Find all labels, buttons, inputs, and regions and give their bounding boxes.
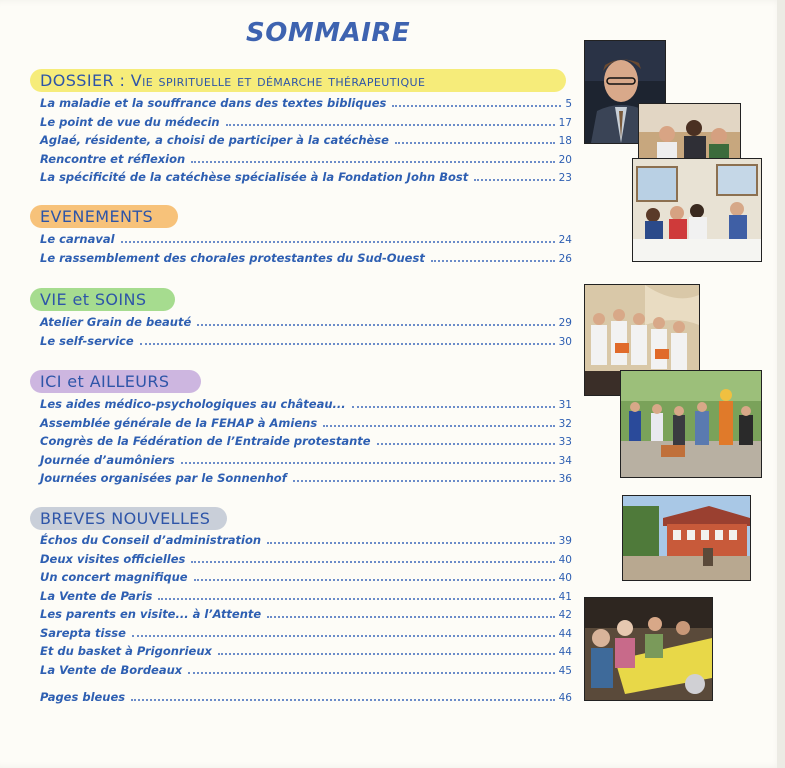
page-edge: [777, 0, 785, 768]
leader-dots: [395, 142, 555, 144]
leader-dots: [293, 480, 555, 482]
entry-page-number: 40: [558, 553, 572, 566]
section-entries-evenements: [40, 232, 572, 269]
entry-page-number: 32: [558, 417, 572, 430]
section-heading-label: EVENEMENTS: [40, 207, 154, 226]
leader-dots: [197, 324, 554, 326]
toc-entry[interactable]: [40, 570, 572, 589]
entry-page-number: 44: [558, 646, 572, 658]
entry-title: La Vente de Bordeaux: [40, 662, 183, 677]
entry-title: Atelier Grain de beauté: [40, 315, 192, 329]
toc-entry[interactable]: [40, 115, 572, 134]
entry-page-number: 23: [558, 172, 572, 184]
toc-entry[interactable]: [40, 251, 572, 270]
photo-carnival-parade: [620, 370, 762, 478]
entry-page-number: 34: [558, 454, 572, 467]
entry-title: Le point de vue du médecin: [40, 114, 220, 129]
entry-page-number: 30: [558, 335, 572, 348]
toc-entry[interactable]: [40, 453, 572, 472]
footer-entries: [40, 690, 572, 709]
entry-title: Les parents en visite... à l’Attente: [40, 607, 262, 621]
leader-dots: [191, 161, 554, 163]
section-heading-label: VIE et SOINS: [40, 290, 147, 309]
toc-entry[interactable]: [40, 644, 572, 663]
leader-dots: [158, 598, 554, 600]
toc-entry[interactable]: [40, 96, 572, 115]
entry-page-number: 42: [558, 609, 572, 621]
entry-title: Journées organisées par le Sonnenhof: [40, 471, 287, 485]
leader-dots: [267, 542, 555, 544]
entry-title: Un concert magnifique: [40, 570, 188, 584]
section-entries-breves-nouvelles: [40, 533, 572, 681]
entry-title: Le self-service: [40, 333, 134, 348]
entry-page-number: 29: [558, 317, 572, 329]
leader-dots: [352, 406, 555, 408]
section-entries-vie-et-soins: [40, 315, 572, 352]
toc-entry[interactable]: [40, 170, 572, 189]
entry-title: La maladie et la souffrance dans des textes bibliques: [40, 96, 387, 110]
toc-entry[interactable]: [40, 152, 572, 171]
entry-title: Aglaé, résidente, a choisi de participer à la catéchèse: [40, 133, 389, 147]
leader-dots: [121, 241, 555, 243]
entry-title: Deux visites officielles: [40, 551, 186, 566]
leader-dots: [191, 561, 554, 563]
leader-dots: [188, 672, 554, 674]
entry-page-number: 36: [558, 473, 572, 485]
toc-entry[interactable]: [40, 626, 572, 645]
leader-dots: [474, 179, 554, 181]
toc-entry[interactable]: [40, 589, 572, 608]
leader-dots: [377, 443, 555, 445]
entry-page-number: 17: [558, 116, 572, 129]
entry-title: Le carnaval: [40, 232, 115, 246]
toc-entry[interactable]: [40, 533, 572, 552]
entry-title: Congrès de la Fédération de l’Entraide protestante: [40, 434, 371, 448]
entry-page-number: 39: [558, 535, 572, 547]
toc-entry[interactable]: [40, 663, 572, 682]
section-heading-vie-et-soins: [30, 288, 175, 311]
toc-entry[interactable]: [40, 232, 572, 251]
leader-dots: [226, 124, 555, 126]
entry-title: Les aides médico-psychologiques au château...: [40, 397, 346, 411]
section-heading-breves-nouvelles: [30, 507, 227, 530]
leader-dots: [218, 653, 555, 655]
entry-page-number: 5: [565, 98, 572, 110]
entry-page-number: 31: [558, 399, 572, 411]
leader-dots: [323, 425, 554, 427]
entry-page-number: 44: [558, 627, 572, 640]
entry-page-number: 18: [558, 135, 572, 147]
entry-page-number: 40: [558, 572, 572, 584]
toc-entry[interactable]: [40, 334, 572, 353]
toc-entry-pages-bleues[interactable]: [40, 690, 572, 709]
entry-title: Échos du Conseil d’administration: [40, 533, 262, 547]
leader-dots: [140, 343, 555, 345]
leader-dots: [131, 699, 554, 701]
entry-title: Sarepta tisse: [40, 625, 126, 640]
photo-dining-room: [584, 597, 713, 701]
entry-page-number: 33: [558, 436, 572, 448]
leader-dots: [132, 635, 555, 637]
leader-dots: [431, 260, 555, 262]
toc-entry[interactable]: [40, 315, 572, 334]
entry-page-number: 45: [558, 664, 572, 677]
leader-dots: [267, 616, 554, 618]
toc-entry[interactable]: [40, 416, 572, 435]
toc-entry[interactable]: [40, 133, 572, 152]
entry-page-number: 46: [558, 692, 572, 704]
section-heading-dossier: [30, 69, 566, 92]
section-entries-dossier: [40, 96, 572, 189]
section-entries-ici-et-ailleurs: [40, 397, 572, 490]
page-title: SOMMAIRE: [246, 18, 411, 48]
photo-building: [622, 495, 751, 581]
leader-dots: [181, 462, 555, 464]
toc-entry[interactable]: [40, 552, 572, 571]
leader-dots: [392, 105, 561, 107]
entry-page-number: 41: [558, 590, 572, 603]
toc-entry[interactable]: [40, 434, 572, 453]
entry-title: Journée d’aumôniers: [40, 452, 175, 467]
entry-page-number: 26: [558, 252, 572, 265]
entry-title: Et du basket à Prigonrieux: [40, 644, 212, 658]
entry-title: La spécificité de la catéchèse spécialisée à la Fondation John Bost: [40, 170, 469, 184]
section-heading-label: DOSSIER : Vie spirituelle et démarche thérapeutique: [40, 71, 426, 90]
section-heading-label: BREVES NOUVELLES: [40, 509, 211, 528]
section-heading-evenements: [30, 205, 178, 228]
section-heading-ici-et-ailleurs: [30, 370, 201, 393]
section-heading-label: ICI et AILLEURS: [40, 372, 170, 391]
entry-page-number: 20: [558, 153, 572, 166]
entry-page-number: 24: [558, 234, 572, 246]
entry-title: Rencontre et réflexion: [40, 151, 186, 166]
entry-title: Assemblée générale de la FEHAP à Amiens: [40, 415, 318, 430]
entry-title: La Vente de Paris: [40, 588, 153, 603]
toc-entry[interactable]: [40, 397, 572, 416]
toc-entry[interactable]: [40, 471, 572, 490]
entry-title: Pages bleues: [40, 690, 126, 704]
entry-title: Le rassemblement des chorales protestantes du Sud-Ouest: [40, 250, 425, 265]
toc-entry[interactable]: [40, 607, 572, 626]
photo-classroom: [632, 158, 762, 262]
leader-dots: [194, 579, 555, 581]
